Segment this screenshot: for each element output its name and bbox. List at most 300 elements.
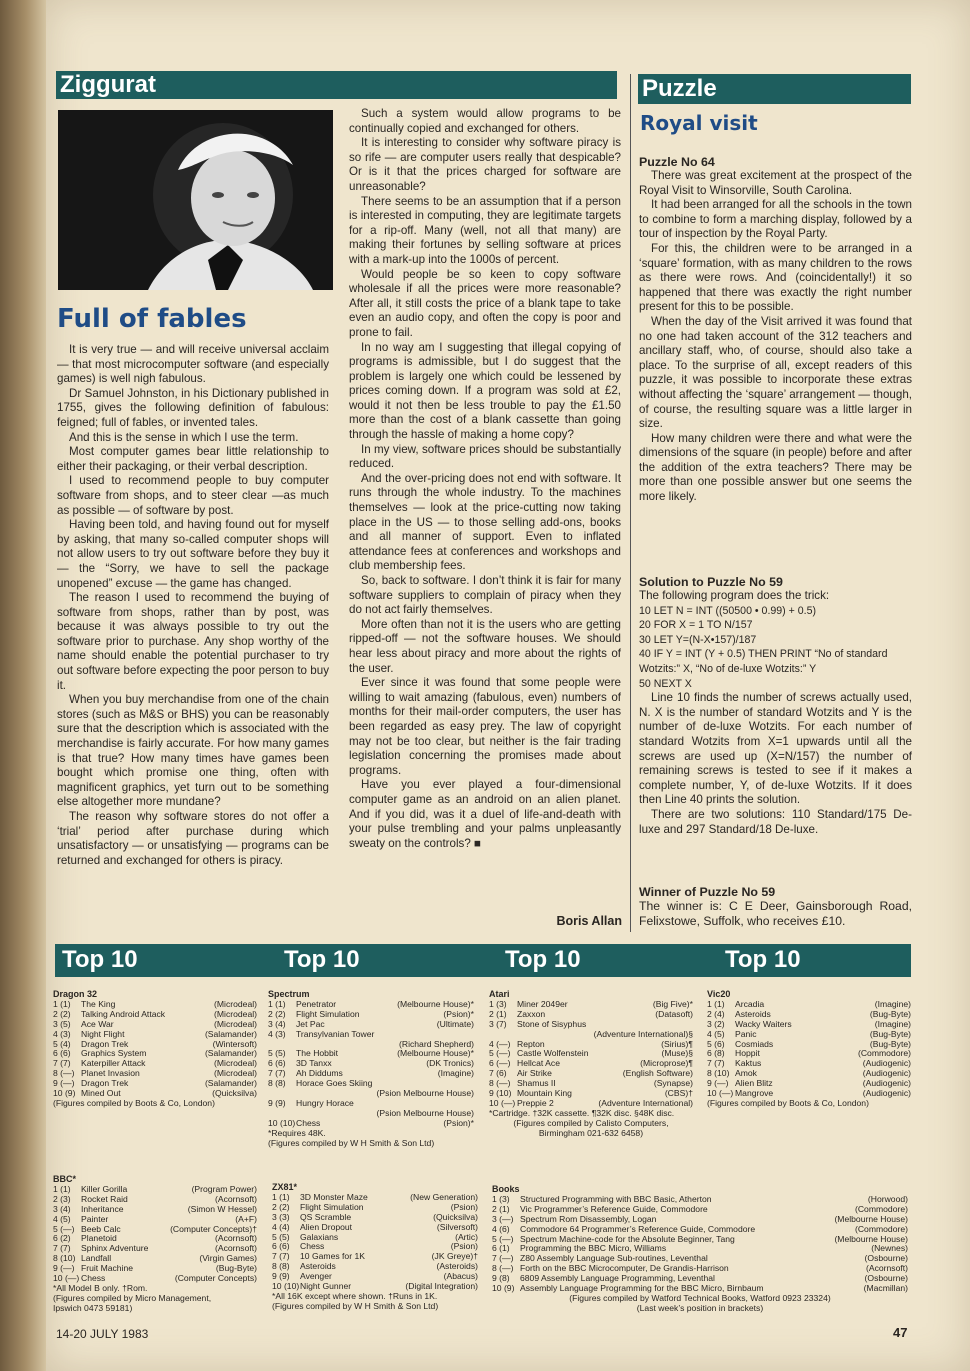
chart-publisher: (Psion)* xyxy=(443,1117,474,1128)
chart-publisher: (Audiogenic) xyxy=(862,1068,911,1079)
chart-title: BBC* xyxy=(53,1174,77,1184)
solution-intro: The following program does the trick: xyxy=(639,589,830,602)
chart-publisher: (Simon W Hessel) xyxy=(187,1203,257,1214)
chart-publisher: (Microdeal) xyxy=(214,1058,257,1069)
chart-publisher: (Microdeal) xyxy=(214,1018,257,1029)
chart-publisher: (Psion) xyxy=(450,1201,478,1212)
portrait-image xyxy=(58,110,333,290)
byline: Boris Allan xyxy=(556,914,622,928)
chart-title-entry: Miner 2049er xyxy=(517,999,568,1009)
article-paragraph: Such a system would allow programs to be continually copied and exchanged for others. xyxy=(349,107,621,135)
chart-publisher: (Imagine) xyxy=(437,1068,474,1079)
chart-rank: 4 (3) xyxy=(268,1028,286,1039)
article-paragraph: Would people be so keen to copy software wholesale if all the prices were more reasonable? After all, it still costs the price of a blank tape to take even an audio copy, and often the copy is poor and prone to fail. xyxy=(349,267,621,339)
chart-title-entry: Chess xyxy=(81,1274,106,1284)
binding-edge xyxy=(0,0,46,1371)
chart-rank: 10 (9) xyxy=(53,1088,76,1099)
chart-title-entry xyxy=(296,1109,377,1119)
chart-rank: 2 (2) xyxy=(268,1008,286,1019)
chart-title-entry: Mangrove xyxy=(735,1089,774,1099)
chart-publisher: (Imagine) xyxy=(874,1018,911,1029)
chart-publisher: (Psion Melbourne House) xyxy=(376,1107,474,1118)
chart-publisher: (Computer Concepts)† xyxy=(170,1223,257,1234)
chart-title-entry: Galaxians xyxy=(300,1232,339,1242)
chart-title-entry: Killer Gorilla xyxy=(81,1184,128,1194)
chart-title-entry: Hungry Horace xyxy=(296,1098,354,1108)
chart-title-entry: Panic xyxy=(735,1029,757,1039)
puzzle-paragraph: There was great excitement at the prospect of the Royal Visit to Winsorville, South Carolina. xyxy=(639,169,912,197)
chart-title-entry: Stone of Sisyphus xyxy=(517,1019,587,1029)
winner-title: Winner of Puzzle No 59 xyxy=(639,885,776,899)
chart-publisher: (Datasoft) xyxy=(655,1008,693,1019)
article-paragraph: In no way am I suggesting that illegal copying of programs is admissible, but I do suggest that the problem is largely one which could be lessened by prices coming down. If a program was sold at £2, would it not then be less trouble to pay the £1.50 more than the cost of a blank cassette than going through the hassle of making a home copy? xyxy=(349,340,621,442)
chart-publisher: (Microprose)¶ xyxy=(640,1058,693,1069)
chart-publisher: (Sirius)¶ xyxy=(661,1038,693,1049)
chart-rank: 4 (—) xyxy=(489,1038,511,1049)
chart-rank: 6 (6) xyxy=(53,1048,71,1059)
puzzle-paragraph: How many children were there and what were the dimensions of the square (in people) before and after the addition of the extra teachers? There may be more than one possible answer but one seems the more likely. xyxy=(639,431,912,504)
chart-publisher: (Commodore) xyxy=(854,1223,908,1234)
article-paragraph: The reason I used to recommend the buying of software from shops, rather than by post, was because it was always possible to try out the software prior to purchase. Any shop worthy of the name should enable the potential purchaser to try out software before expecting the poor person to buy it. xyxy=(57,591,329,692)
chart-title-entry: Mined Out xyxy=(81,1089,121,1099)
chart-rank: 5 (—) xyxy=(492,1233,514,1244)
chart-publisher: (Osbourne) xyxy=(864,1273,908,1284)
chart-bbc xyxy=(53,1175,257,1314)
chart-row xyxy=(492,1195,908,1205)
article-paragraph: It is very true — and will receive universal acclaim — that most microcomputer software (and especially games) is well nigh fabulous. xyxy=(57,343,329,386)
chart-rank: 2 (2) xyxy=(272,1201,290,1212)
chart-title-entry: The Hobbit xyxy=(296,1049,339,1059)
chart-row xyxy=(492,1235,908,1245)
chart-title-entry: Vic Programmer’s Reference Guide, Commodore xyxy=(520,1204,708,1214)
chart-publisher: (Audiogenic) xyxy=(862,1058,911,1069)
chart-title-entry: Shamus II xyxy=(517,1079,556,1089)
chart-title-entry: Structured Programming with BBC Basic, Atherton xyxy=(520,1194,712,1204)
solution-block xyxy=(639,575,912,837)
chart-publisher: (Digital Integration) xyxy=(405,1281,478,1292)
chart-title-entry: Planet Invasion xyxy=(81,1069,140,1079)
chart-rank: 8 (10) xyxy=(707,1068,730,1079)
chart-title: Spectrum xyxy=(268,989,310,999)
chart-publisher: (New Generation) xyxy=(410,1191,478,1202)
chart-rank: 2 (2) xyxy=(53,1008,71,1019)
page-number: 47 xyxy=(893,1325,908,1340)
chart-rank: 10 (10) xyxy=(272,1281,300,1292)
chart-publisher: (Quicksilva) xyxy=(212,1088,257,1099)
author-photo xyxy=(58,110,333,290)
chart-rank: 6 (2) xyxy=(53,1233,71,1244)
chart-title-entry: Flight Simulation xyxy=(296,1009,360,1019)
chart-title-entry: Z80 Assembly Language Sub-routines, Leventhal xyxy=(520,1254,708,1264)
chart-publisher: (Richard Shepherd) xyxy=(399,1038,474,1049)
chart-title-entry: Arcadia xyxy=(735,999,765,1009)
chart-rank: 9 (9) xyxy=(268,1097,286,1108)
chart-rank: 8 (10) xyxy=(53,1253,76,1264)
chart-rank: 3 (4) xyxy=(53,1203,71,1214)
article-paragraph: There seems to be an assumption that if a person is interested in computing, they are legitimate targets for a rip-off. Many (well, not all that many) are making their fortunes by selling software at prices with a mark-up into the 1000s of percent. xyxy=(349,194,621,266)
chart-rank: 10 (—) xyxy=(53,1273,80,1284)
chart-rank: 9 (—) xyxy=(53,1078,75,1089)
chart-rank: 5 (—) xyxy=(489,1048,511,1059)
puzzle-section-label: Puzzle xyxy=(642,75,717,102)
chart-rank: 5 (4) xyxy=(53,1038,71,1049)
chart-publisher: (Newnes) xyxy=(871,1243,908,1254)
chart-rank: 10 (—) xyxy=(489,1097,516,1108)
chart-publisher: (Osbourne) xyxy=(864,1253,908,1264)
chart-title-entry: Alien Dropout xyxy=(300,1222,353,1232)
chart-title-entry: Alien Blitz xyxy=(735,1079,773,1089)
chart-row xyxy=(492,1254,908,1264)
article-paragraph: The reason why software stores do not offer a ‘trial’ period after purchase during which unsatisfactory — or unsatisfying — programs can be returned and exchanged for others is piracy. xyxy=(57,810,329,867)
chart-rank: 9 (9) xyxy=(272,1271,290,1282)
program-line: 30 LET Y=(N-X•157)/187 xyxy=(639,633,757,646)
top10-label-2: Top 10 xyxy=(284,946,360,973)
article-paragraph: So, back to software. I don’t think it is fair for many software suppliers to complain of piracy when they do not act fairly themselves. xyxy=(349,574,621,617)
chart-rank: 3 (7) xyxy=(489,1018,507,1029)
chart-rank: 8 (—) xyxy=(489,1078,511,1089)
chart-title-entry: Katerpiller Attack xyxy=(81,1059,146,1069)
chart-publisher: (Salamander) xyxy=(204,1028,257,1039)
chart-publisher: (A+F) xyxy=(235,1213,257,1224)
chart-title-entry: Forth on the BBC Microcomputer, De Grandis-Harrison xyxy=(520,1264,729,1274)
chart-title: Books xyxy=(492,1184,520,1194)
chart-publisher: (Muse)§ xyxy=(661,1048,693,1059)
chart-rank: 4 (4) xyxy=(272,1221,290,1232)
chart-title-entry: Kaktus xyxy=(735,1059,762,1069)
chart-publisher: (Adventure International)§ xyxy=(593,1028,693,1039)
chart-title-entry: Amok xyxy=(735,1069,757,1079)
chart-title-entry: Horace Goes Skiing xyxy=(296,1079,373,1089)
chart-title-entry: Flight Simulation xyxy=(300,1202,364,1212)
chart-rank: 1 (3) xyxy=(489,998,507,1009)
chart-rank: 9 (—) xyxy=(707,1078,729,1089)
chart-publisher: (Macmillan) xyxy=(863,1283,908,1294)
chart-publisher: (Quicksilva) xyxy=(433,1211,478,1222)
puzzle-paragraph: When the day of the Visit arrived it was found that no one had taken account of the 312 teachers and ancillary staff, who, of course, should also take a place. To the surprise of all, except readers of this puzzle, it was possible to incorporate these extras without affecting the ‘square’ arrangement — though, of course, the resulting square was a little larger in size. xyxy=(639,314,912,431)
puzzle-paragraph: It had been arranged for all the schools in the town to combine to form a marching display, followed by a tour of inspection by the Royal Party. xyxy=(639,198,912,241)
chart-publisher: (Microdeal) xyxy=(214,1008,257,1019)
chart-rank: 10 (10) xyxy=(268,1117,296,1128)
chart-publisher: (Bug-Byte) xyxy=(869,1008,911,1019)
chart-title-entry: The King xyxy=(81,999,116,1009)
chart-rank: 1 (1) xyxy=(707,998,725,1009)
chart-title-entry xyxy=(296,1089,377,1099)
chart-title-entry: Talking Android Attack xyxy=(81,1009,166,1019)
chart-row xyxy=(492,1264,908,1274)
chart-publisher: (Melbourne House)* xyxy=(397,1048,474,1059)
chart-title-entry: Hoppit xyxy=(735,1049,760,1059)
chart-rank: 5 (5) xyxy=(272,1231,290,1242)
chart-title: Atari xyxy=(489,989,510,999)
article-paragraph: And this is the sense in which I use the term. xyxy=(69,430,299,444)
chart-publisher: (Wintersoft) xyxy=(212,1038,257,1049)
chart-publisher: (Microdeal) xyxy=(214,1068,257,1079)
winner-text: The winner is: C E Deer, Gainsborough Road, Felixstowe, Suffolk, who receives £10. xyxy=(639,899,912,928)
chart-title-entry: Inheritance xyxy=(81,1204,124,1214)
chart-title-entry: Dragon Trek xyxy=(81,1079,129,1089)
chart-rank: 7 (6) xyxy=(489,1068,507,1079)
chart-title-entry: Spectrum Rom Disassembly, Logan xyxy=(520,1214,657,1224)
chart-publisher: (Horwood) xyxy=(867,1193,908,1204)
chart-title-entry: Fruit Machine xyxy=(81,1264,134,1274)
ziggurat-section-bar xyxy=(56,71,617,99)
chart-rank: 6 (6) xyxy=(272,1241,290,1252)
program-line: 40 IF Y = INT (Y + 0.5) THEN PRINT “No of standard Wotzits:” X, “No of de-luxe Wotzits:” Y xyxy=(639,648,888,675)
chart-rank: 7 (7) xyxy=(272,1251,290,1262)
chart-rank: 5 (—) xyxy=(53,1223,75,1234)
ziggurat-section-label: Ziggurat xyxy=(60,71,156,98)
chart-rank: 3 (5) xyxy=(53,1018,71,1029)
article-column-2 xyxy=(349,107,621,851)
chart-rank: 4 (3) xyxy=(53,1028,71,1039)
chart-title-entry: Dragon Trek xyxy=(81,1039,129,1049)
top10-label-1: Top 10 xyxy=(62,946,138,973)
column-divider xyxy=(630,74,631,932)
chart-zx81 xyxy=(272,1183,478,1312)
chart-rank: 1 (1) xyxy=(272,1191,290,1202)
chart-title-entry: Repton xyxy=(517,1039,545,1049)
article-paragraph: I used to recommend people to buy computer software from shops, and to steer clear —as much as possible — of software by post. xyxy=(57,474,329,517)
chart-publisher: (Salamander) xyxy=(204,1078,257,1089)
chart-publisher: (Bug-Byte) xyxy=(869,1038,911,1049)
issue-date: 14-20 JULY 1983 xyxy=(56,1327,149,1341)
chart-publisher: (Virgin Games) xyxy=(199,1253,257,1264)
chart-title-entry: Chess xyxy=(296,1118,321,1128)
chart-title: Dragon 32 xyxy=(53,989,98,999)
chart-note: *All Model B only. †Rom. (Figures compiled by Micro Management, Ipswich 0473 59181) xyxy=(53,1282,212,1313)
chart-rank: 1 (1) xyxy=(53,1183,71,1194)
chart-title-entry: Wacky Waiters xyxy=(735,1019,792,1029)
chart-title-entry: Ace War xyxy=(81,1019,114,1029)
article-paragraph: In my view, software prices should be substantially reduced. xyxy=(349,442,621,471)
solution-paragraph: There are two solutions: 110 Standard/175 De-luxe and 297 Standard/18 De-luxe. xyxy=(639,807,912,836)
chart-publisher: (Psion)* xyxy=(443,1008,474,1019)
chart-title-entry: 10 Games for 1K xyxy=(300,1252,365,1262)
chart-publisher: (Computer Concepts) xyxy=(174,1273,257,1284)
chart-publisher: (Big Five)* xyxy=(652,998,693,1009)
chart-rank: 1 (1) xyxy=(53,998,71,1009)
chart-publisher: (JK Greye)† xyxy=(431,1251,478,1262)
chart-publisher: (Asteroids) xyxy=(436,1261,478,1272)
chart-rank: 2 (4) xyxy=(707,1008,725,1019)
chart-rank: 7 (7) xyxy=(268,1068,286,1079)
chart-title-entry: Mountain King xyxy=(517,1089,572,1099)
chart-title-entry: Landfall xyxy=(81,1254,112,1264)
chart-publisher: (Ultimate) xyxy=(436,1018,474,1029)
chart-title-entry: Commodore 64 Programmer’s Reference Guide, Commodore xyxy=(520,1224,756,1234)
chart-row xyxy=(492,1274,908,1284)
chart-title-entry: Preppie 2 xyxy=(517,1098,554,1108)
chart-row xyxy=(489,1010,693,1020)
chart-publisher: (Adventure International) xyxy=(598,1097,693,1108)
puzzle-section-bar xyxy=(638,74,911,104)
chart-rank: 2 (3) xyxy=(53,1193,71,1204)
chart-rank: 5 (6) xyxy=(707,1038,725,1049)
chart-publisher: (Bug-Byte) xyxy=(215,1263,257,1274)
chart-rank: 3 (2) xyxy=(707,1018,725,1029)
chart-rank: 4 (5) xyxy=(53,1213,71,1224)
chart-rank: 2 (1) xyxy=(489,1008,507,1019)
chart-rank: 7 (7) xyxy=(707,1058,725,1069)
chart-title-entry: Night Flight xyxy=(81,1029,125,1039)
chart-note: *All 16K except where shown. †Runs in 1K. (Figures compiled by W H Smith & Son Ltd) xyxy=(272,1290,439,1311)
chart-rank: 7 (7) xyxy=(53,1058,71,1069)
chart-row xyxy=(492,1244,908,1254)
chart-row xyxy=(268,1089,474,1099)
chart-publisher: (Psion Melbourne House) xyxy=(376,1088,474,1099)
chart-note: *Cartridge. †32K cassette. ¶32K disc. §48K disc. xyxy=(489,1107,675,1118)
chart-rank: 10 (—) xyxy=(707,1088,734,1099)
chart-title-entry: Night Gunner xyxy=(300,1282,352,1292)
chart-rank: 9 (—) xyxy=(53,1263,75,1274)
chart-publisher: (Audiogenic) xyxy=(862,1078,911,1089)
chart-publisher: (Microdeal) xyxy=(214,998,257,1009)
program-line: 20 FOR X = 1 TO N/157 xyxy=(639,619,753,632)
chart-rank: 6 (6) xyxy=(268,1058,286,1069)
chart-rank: 8 (8) xyxy=(268,1078,286,1089)
chart-vic20 xyxy=(707,990,911,1109)
chart-publisher: (Psion) xyxy=(450,1241,478,1252)
chart-title-entry: Castle Wolfenstein xyxy=(517,1049,589,1059)
chart-books xyxy=(492,1185,908,1314)
chart-row xyxy=(53,1205,257,1215)
chart-publisher: (Acornsoft) xyxy=(214,1193,257,1204)
chart-rank: 7 (—) xyxy=(492,1253,514,1264)
puzzle-number: Puzzle No 64 xyxy=(639,155,715,169)
chart-dragon xyxy=(53,990,257,1109)
chart-rank: 3 (—) xyxy=(492,1213,514,1224)
chart-row xyxy=(268,1069,474,1079)
chart-rank: 8 (—) xyxy=(53,1068,75,1079)
chart-title-entry: Penetrator xyxy=(296,999,337,1009)
article-paragraph: Most computer games bear little relationship to either their packaging, or their verbal description. xyxy=(57,445,329,473)
chart-publisher: (Bug-Byte) xyxy=(869,1028,911,1039)
article-paragraph: Have you ever played a four-dimensional computer game as an android on an alien planet. And if you did, was it a duel of life-and-death with your pulse trembling and your palms unpleasantly sweaty on the controls? ■ xyxy=(349,778,621,850)
chart-row xyxy=(272,1233,478,1243)
chart-publisher: (Audiogenic) xyxy=(862,1088,911,1099)
chart-note: (Figures compiled by Boots & Co, London) xyxy=(707,1097,869,1108)
chart-publisher: (CBS)† xyxy=(664,1088,693,1099)
chart-title-entry: Spectrum Machine-code for the Absolute Beginner, Tang xyxy=(520,1234,735,1244)
chart-title-entry: QS Scramble xyxy=(300,1212,352,1222)
chart-publisher: (Acornsoft) xyxy=(865,1263,908,1274)
chart-rank: 10 (9) xyxy=(492,1283,515,1294)
article-paragraph: When you buy merchandise from one of the chain stores (such as M&S or BHS) you can be reasonably sure that the description which is associated with the merchandise is fairly accurate. For how many games is that true? How many times have games been bought which promise one thing, often with magnificent graphics, yet turn out to be something else altogether more mundane? xyxy=(57,693,329,809)
chart-row xyxy=(492,1215,908,1225)
chart-publisher: (Melbourne House) xyxy=(834,1213,908,1224)
chart-title-entry: Programming the BBC Micro, Williams xyxy=(520,1244,667,1254)
article-paragraph: Dr Samuel Johnston, in his Dictionary published in 1755, gives the following definition of fabulous: feigned; full of fables, or invented tales. xyxy=(57,386,329,429)
chart-title-entry: Hellcat Ace xyxy=(517,1059,560,1069)
program-line: 10 LET N = INT ((50500 • 0.99) + 0.5) xyxy=(639,604,817,617)
chart-rank: 4 (5) xyxy=(707,1028,725,1039)
chart-publisher: (Program Power) xyxy=(191,1183,257,1194)
chart-title-entry: Ah Diddums xyxy=(296,1069,343,1079)
chart-publisher: (Commodore) xyxy=(857,1048,911,1059)
top10-label-4: Top 10 xyxy=(725,946,801,973)
chart-note: (Figures compiled by Boots & Co, London) xyxy=(53,1097,215,1108)
chart-rank: 6 (—) xyxy=(489,1058,511,1069)
chart-row xyxy=(489,1079,693,1089)
chart-rank: 8 (—) xyxy=(492,1263,514,1274)
puzzle-paragraph: For this, the children were to be arranged in a ‘square’ formation, with as many children to the rows as there were rows. And (coincidentally!) it so happened that there was exactly the right number present for this to be possible. xyxy=(639,241,912,314)
chart-title-entry xyxy=(296,1040,399,1050)
chart-rank: 6 (1) xyxy=(492,1243,510,1254)
chart-rank: 1 (1) xyxy=(268,998,286,1009)
program-line: 50 NEXT X xyxy=(639,677,692,690)
chart-title-entry xyxy=(517,1030,594,1040)
chart-title-entry: 6809 Assembly Language Programming, Leventhal xyxy=(520,1274,715,1284)
chart-title-entry: Asteroids xyxy=(735,1009,771,1019)
chart-publisher: (Silversoft) xyxy=(436,1221,478,1232)
chart-publisher: (Artic) xyxy=(455,1231,478,1242)
chart-rank: 3 (4) xyxy=(268,1018,286,1029)
chart-publisher: (Melbourne House)* xyxy=(397,998,474,1009)
chart-note: *Requires 48K. (Figures compiled by W H Smith & Son Ltd) xyxy=(268,1127,435,1148)
chart-rank: 2 (1) xyxy=(492,1203,510,1214)
chart-rank: 3 (3) xyxy=(272,1211,290,1222)
chart-title-entry: Beeb Calc xyxy=(81,1224,121,1234)
chart-publisher: (Synapse) xyxy=(653,1078,693,1089)
chart-row xyxy=(272,1193,478,1203)
solution-title: Solution to Puzzle No 59 xyxy=(639,575,783,589)
article-paragraph: Ever since it was found that some people were willing to wait amazing (fabulous, even) numbers of months for their mail-order computers, the user has been regarded as easy prey. The law of copyright may not be too clear, but neither is the fair trading legislation concerning the promises made about programs. xyxy=(349,676,621,777)
chart-note: (Figures compiled by Calisto Computers, Birmingham 021-632 6458) xyxy=(513,1117,669,1138)
puzzle-headline: Royal visit xyxy=(640,111,758,135)
chart-title-entry: Painter xyxy=(81,1214,109,1224)
chart-title-entry: Rocket Raid xyxy=(81,1194,128,1204)
chart-rank: 9 (10) xyxy=(489,1088,512,1099)
chart-atari xyxy=(489,990,693,1139)
chart-publisher: (Abacus) xyxy=(443,1271,478,1282)
chart-title: Vic20 xyxy=(707,989,731,999)
chart-publisher: (DK Tronics) xyxy=(426,1058,474,1069)
chart-title: ZX81* xyxy=(272,1182,298,1192)
article-paragraph: It is interesting to consider why software piracy is so rife — are computer users really that despicable? Or is it that the prices charged for software are unreasonable? xyxy=(349,136,621,193)
chart-publisher: (Salamander) xyxy=(204,1048,257,1059)
chart-rank: 8 (8) xyxy=(272,1261,290,1272)
chart-title-entry: Avenger xyxy=(300,1272,332,1282)
chart-rank: 4 (6) xyxy=(492,1223,510,1234)
chart-publisher: (Imagine) xyxy=(874,998,911,1009)
chart-rank: 6 (8) xyxy=(707,1048,725,1059)
chart-publisher: (Commodore) xyxy=(854,1203,908,1214)
chart-title-entry: 3D Tanxx xyxy=(296,1059,332,1069)
article-paragraph: And the over-pricing does not end with software. It runs through the whole industry. To the machines themselves — look at the price-cutting now taking place in the US — to those selling add-ons, books and all manner of support. Even to inflated attendance fees at conferences and workshops and club membership fees. xyxy=(349,471,621,573)
chart-row xyxy=(268,1020,474,1030)
chart-title-entry: Cosmiads xyxy=(735,1039,774,1049)
chart-title-entry: 3D Monster Maze xyxy=(300,1192,368,1202)
chart-rank: 5 (5) xyxy=(268,1048,286,1059)
chart-spectrum xyxy=(268,990,474,1149)
chart-title-entry: Air Strike xyxy=(517,1069,552,1079)
solution-paragraph: Line 10 finds the number of screws actually used, N. X is the number of standard Wotzits and Y is the number of de-luxe Wotzits. For each number of standard Wotzits from X=1 upwards until all the screws are used up (X=N/157) the number of remaining screws is tested to see if it makes a complete number, Y, of de-luxe Wotzits. If it does then Line 40 prints the solution. xyxy=(639,691,912,807)
chart-publisher: (Acornsoft) xyxy=(214,1233,257,1244)
chart-publisher: (Melbourne House) xyxy=(834,1233,908,1244)
article-headline: Full of fables xyxy=(57,304,247,334)
chart-title-entry: Assembly Language Programming for the BBC Micro, Birnbaum xyxy=(520,1284,764,1294)
article-paragraph: Having been told, and having found out for myself by asking, that many so-called computer shops will not allow users to try out software before they buy it — the “Sorry, we have to sell the package unopened” excuse — the game has changed. xyxy=(57,518,329,590)
chart-note: (Figures compiled by Watford Technical Books, Watford 0923 23324) (Last week’s position in brackets) xyxy=(569,1292,831,1313)
chart-publisher: (Acornsoft) xyxy=(214,1243,257,1254)
article-paragraph: More often than not it is the users who are getting ripped-off — not the software houses. We should hear less about piracy and more about the rights of the user. xyxy=(349,617,621,675)
puzzle-column xyxy=(639,155,912,505)
winner-block xyxy=(639,885,912,928)
chart-title-entry: Transylvanian Tower xyxy=(296,1029,375,1039)
chart-title-entry: Graphics System xyxy=(81,1049,147,1059)
chart-title-entry: Zaxxon xyxy=(517,1009,546,1019)
chart-row xyxy=(272,1223,478,1233)
